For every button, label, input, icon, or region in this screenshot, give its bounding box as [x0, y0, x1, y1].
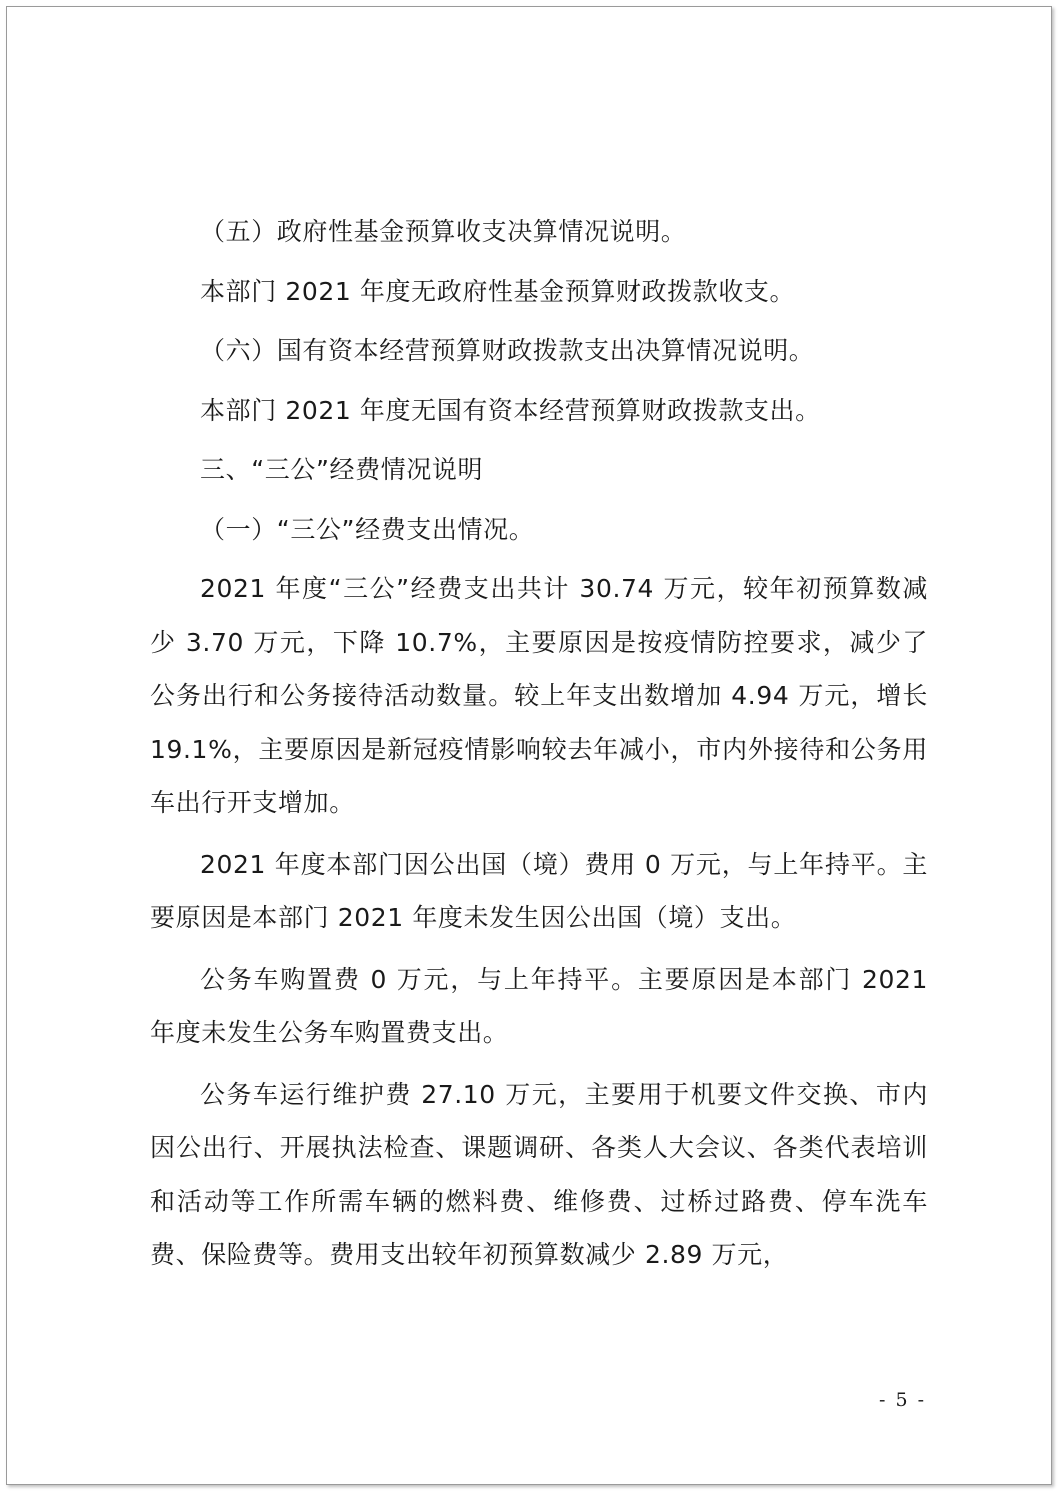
page-number: - 5 - — [879, 1389, 927, 1411]
subsection-heading-three-public-spending: （一）“三公”经费支出情况。 — [200, 514, 535, 544]
paragraph-vehicle-operation: 公务车运行维护费 27.10 万元，主要用于机要文件交换、市内因公出行、开展执法检查、课题调研、各类人大会议、各类代表培训和活动等工作所需车辆的燃料费、维修费、过桥过路费、停车洗车费、保险费等。费用支出较年初预算数减少 2.89 万元， — [150, 1079, 928, 1269]
paragraph-three-public-total: 2021 年度“三公”经费支出共计 30.74 万元，较年初预算数减少 3.70 万元，下降 10.7%，主要原因是按疫情防控要求，减少了公务出行和公务接待活动数量。较上年支出数增加 4.94 万元，增长 19.1%，主要原因是新冠疫情影响较去年减小，市内外接待和公务用车出行开支增加。 — [150, 574, 928, 817]
paragraph-state-capital: 本部门 2021 年度无国有资本经营预算财政拨款支出。 — [200, 395, 821, 425]
paragraph-fund-budget: 本部门 2021 年度无政府性基金预算财政拨款收支。 — [200, 276, 796, 306]
paragraph-overseas-travel: 2021 年度本部门因公出国（境）费用 0 万元，与上年持平。主要原因是本部门 2021 年度未发生因公出国（境）支出。 — [150, 849, 928, 932]
paragraph-vehicle-purchase: 公务车购置费 0 万元，与上年持平。主要原因是本部门 2021 年度未发生公务车购置费支出。 — [150, 964, 928, 1047]
section-heading-fund-budget: （五）政府性基金预算收支决算情况说明。 — [200, 217, 687, 246]
section-heading-three-public: 三、“三公”经费情况说明 — [200, 455, 484, 484]
document-page — [6, 6, 1052, 1485]
section-heading-state-capital: （六）国有资本经营预算财政拨款支出决算情况说明。 — [200, 336, 815, 365]
document-body — [150, 205, 928, 1290]
